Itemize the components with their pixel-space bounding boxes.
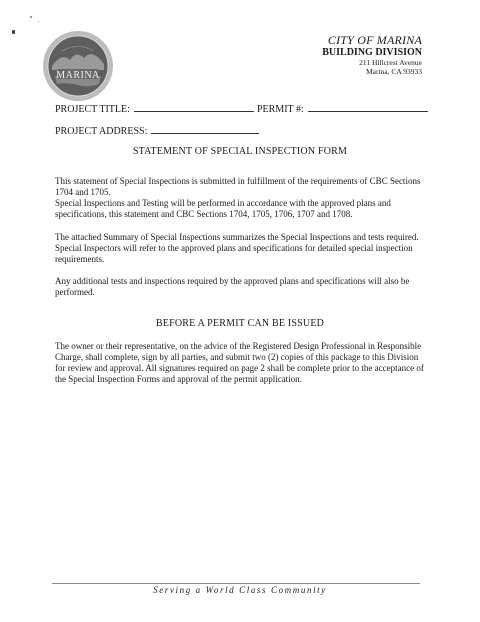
project-title-row xyxy=(55,99,254,117)
division-name: BUILDING DIVISION xyxy=(322,46,422,58)
project-address-row xyxy=(55,121,259,139)
city-seal xyxy=(42,30,114,102)
seal-text: MARINA xyxy=(56,70,100,81)
paragraph-text: This statement of Special Inspections is submitted in fulfillment of the requirements of CBC Sections 1704 and 1705. xyxy=(55,176,421,197)
summary-paragraph xyxy=(55,232,425,265)
project-title-label: PROJECT TITLE: xyxy=(55,104,130,115)
seal-graphic xyxy=(42,30,114,102)
paragraph-text: The attached Summary of Special Inspections summarizes the Special Inspections and tests required. Special Inspectors will refer to the approved plans and specifications for detailed special inspection requirements. xyxy=(55,232,419,264)
permit-requirements-paragraph xyxy=(55,341,425,385)
city-header xyxy=(322,34,422,76)
project-address-label: PROJECT ADDRESS: xyxy=(55,126,148,137)
permit-label: PERMIT #: xyxy=(257,104,304,115)
paragraph-text: Any additional tests and inspections required by the approved plans and specifications will also be performed. xyxy=(55,276,410,297)
permit-field[interactable] xyxy=(308,102,428,112)
project-title-field[interactable] xyxy=(134,102,254,112)
footer-divider xyxy=(52,583,420,584)
street-address: 211 Hillcrest Avenue xyxy=(359,58,422,68)
city-state-zip: Marina, CA 93933 xyxy=(365,66,422,76)
paragraph-text: Special Inspections and Testing will be performed in accordance with the approved plans and specifications, this statement and CBC Sections 1704, 1705, 1706, 1707 and 1708. xyxy=(55,198,391,219)
scan-speck xyxy=(12,30,15,34)
city-name: CITY OF MARINA xyxy=(327,33,422,47)
project-address-field[interactable] xyxy=(151,124,259,134)
intro-paragraph xyxy=(55,176,425,220)
form-title: STATEMENT OF SPECIAL INSPECTION FORM xyxy=(132,146,348,157)
permit-row xyxy=(257,99,428,117)
paragraph-text: The owner or their representative, on the advice of the Registered Design Professional in Responsible Charge, shall complete, sign by all parties, and submit two (2) copies of this package to this Division for review and approval. All signatures required on page 2 shall be complete prior to the acceptance of the Special Inspection Forms and approval of the permit application. xyxy=(55,341,424,384)
section-heading: BEFORE A PERMIT CAN BE ISSUED xyxy=(155,318,325,329)
additional-tests-paragraph xyxy=(55,276,425,298)
footer-tagline: Serving a World Class Community xyxy=(153,585,327,595)
scan-speck xyxy=(38,21,39,22)
scan-speck xyxy=(30,16,32,18)
